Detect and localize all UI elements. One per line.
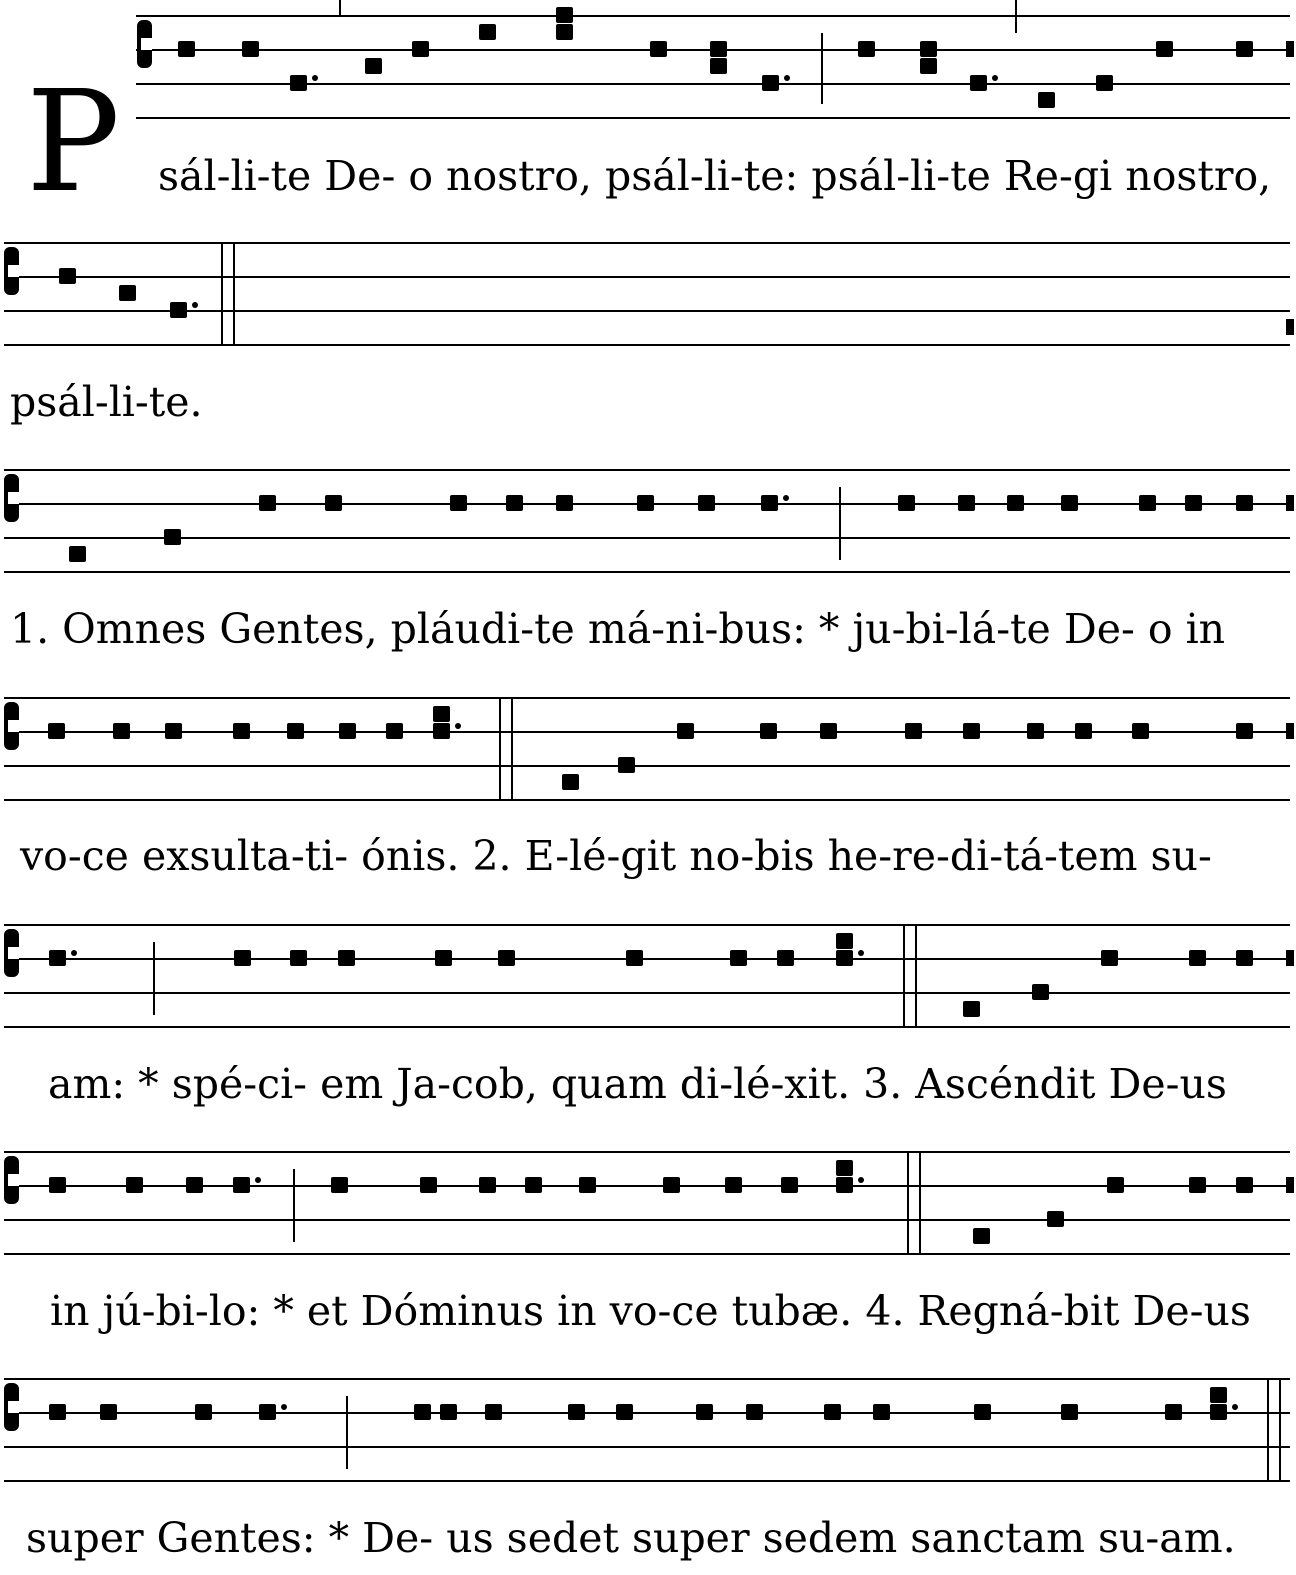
- punctum-note: [1038, 92, 1055, 108]
- punctum-note: [710, 41, 727, 57]
- punctum-note: [725, 1177, 742, 1193]
- punctum-note: [1236, 1177, 1253, 1193]
- punctum-note: [777, 950, 794, 966]
- punctum-note: [1027, 723, 1044, 739]
- punctum-note: [836, 1160, 853, 1176]
- punctum-note: [49, 1177, 66, 1193]
- punctum-note: [730, 950, 747, 966]
- punctum-note: [761, 495, 778, 511]
- punctum-dot: [455, 723, 461, 729]
- c-clef-gap: [8, 720, 19, 732]
- punctum-note: [49, 950, 66, 966]
- c-clef-gap: [8, 492, 19, 504]
- punctum-note: [760, 723, 777, 739]
- punctum-note: [435, 950, 452, 966]
- punctum-dot: [858, 950, 864, 956]
- custos: [1286, 950, 1294, 966]
- punctum-note: [1061, 1404, 1078, 1420]
- punctum-note: [1189, 1177, 1206, 1193]
- punctum-note: [873, 1404, 890, 1420]
- punctum-note: [1132, 723, 1149, 739]
- punctum-note: [113, 723, 130, 739]
- punctum-note: [824, 1404, 841, 1420]
- punctum-note: [386, 723, 403, 739]
- lyrics-line-4: vo-ce exsulta-ti- ónis. 2. E-lé-git no-bis he-re-di-tá-tem su-: [20, 832, 1212, 880]
- punctum-note: [820, 723, 837, 739]
- punctum-note: [339, 723, 356, 739]
- punctum-note: [440, 1404, 457, 1420]
- punctum-note: [498, 950, 515, 966]
- punctum-note: [259, 1404, 276, 1420]
- staff-lines: [4, 1379, 1290, 1481]
- punctum-note: [433, 706, 450, 722]
- punctum-note: [963, 723, 980, 739]
- punctum-note: [1185, 495, 1202, 511]
- punctum-note: [233, 1177, 250, 1193]
- punctum-note: [556, 24, 573, 40]
- punctum-note: [170, 302, 187, 318]
- punctum-note: [186, 1177, 203, 1193]
- punctum-dot: [783, 495, 789, 501]
- staff-system-4: [4, 698, 1290, 880]
- punctum-note: [637, 495, 654, 511]
- punctum-dot: [784, 75, 790, 81]
- punctum-note: [479, 24, 496, 40]
- staff-lines: [4, 243, 1290, 345]
- punctum-note: [710, 58, 727, 74]
- punctum-note: [290, 950, 307, 966]
- punctum-note: [963, 1001, 980, 1017]
- punctum-dot: [192, 302, 198, 308]
- punctum-note: [126, 1177, 143, 1193]
- punctum-note: [1156, 41, 1173, 57]
- punctum-note: [677, 723, 694, 739]
- staff-lines: [4, 1152, 1290, 1254]
- punctum-note: [506, 495, 523, 511]
- staff-system-2: [4, 243, 1290, 426]
- punctum-note: [525, 1177, 542, 1193]
- punctum-note: [1032, 984, 1049, 1000]
- punctum-note: [420, 1177, 437, 1193]
- punctum-note: [1061, 495, 1078, 511]
- c-clef-gap: [141, 38, 152, 50]
- c-clef-gap: [8, 947, 19, 959]
- punctum-note: [1236, 495, 1253, 511]
- initial-letter: P: [26, 61, 121, 224]
- punctum-note: [781, 1177, 798, 1193]
- custos: [1286, 723, 1294, 739]
- punctum-note: [650, 41, 667, 57]
- punctum-note: [1236, 723, 1253, 739]
- punctum-note: [836, 950, 853, 966]
- punctum-note: [562, 774, 579, 790]
- punctum-note: [195, 1404, 212, 1420]
- punctum-note: [433, 723, 450, 739]
- punctum-note: [1047, 1211, 1064, 1227]
- punctum-note: [762, 75, 779, 91]
- custos: [1286, 495, 1294, 511]
- punctum-note: [69, 546, 86, 562]
- punctum-note: [325, 495, 342, 511]
- punctum-note: [365, 58, 382, 74]
- custos: [1286, 41, 1294, 57]
- punctum-note: [485, 1404, 502, 1420]
- c-clef-gap: [8, 1174, 19, 1186]
- punctum-note: [556, 7, 573, 23]
- punctum-note: [259, 495, 276, 511]
- staff-lines: [4, 925, 1290, 1027]
- punctum-note: [414, 1404, 431, 1420]
- punctum-note: [412, 41, 429, 57]
- punctum-note: [626, 950, 643, 966]
- punctum-dot: [858, 1177, 864, 1183]
- punctum-note: [1236, 41, 1253, 57]
- punctum-note: [1165, 1404, 1182, 1420]
- punctum-note: [290, 75, 307, 91]
- lyrics-line-3: 1. Omnes Gentes, pláudi-te má-ni-bus: * ju-bi-lá-te De- o in: [10, 605, 1226, 653]
- punctum-note: [48, 723, 65, 739]
- punctum-note: [618, 757, 635, 773]
- punctum-note: [663, 1177, 680, 1193]
- punctum-note: [234, 950, 251, 966]
- punctum-note: [898, 495, 915, 511]
- punctum-note: [696, 1404, 713, 1420]
- punctum-note: [1236, 950, 1253, 966]
- custos: [1286, 319, 1294, 335]
- punctum-dot: [281, 1404, 287, 1410]
- staff-system-5: [4, 925, 1290, 1108]
- punctum-note: [958, 495, 975, 511]
- punctum-note: [1210, 1404, 1227, 1420]
- punctum-note: [479, 1177, 496, 1193]
- punctum-note: [59, 268, 76, 284]
- punctum-note: [970, 75, 987, 91]
- punctum-dot: [992, 75, 998, 81]
- punctum-note: [836, 933, 853, 949]
- punctum-note: [242, 41, 259, 57]
- punctum-note: [698, 495, 715, 511]
- c-clef-gap: [8, 265, 19, 277]
- lyrics-line-7: super Gentes: * De- us sedet super sedem sanctam su-am.: [26, 1514, 1236, 1562]
- punctum-dot: [71, 950, 77, 956]
- punctum-note: [1101, 950, 1118, 966]
- punctum-note: [1075, 723, 1092, 739]
- staff-lines: [4, 470, 1290, 572]
- punctum-note: [920, 58, 937, 74]
- punctum-note: [1139, 495, 1156, 511]
- punctum-dot: [255, 1177, 261, 1183]
- punctum-note: [616, 1404, 633, 1420]
- punctum-note: [579, 1177, 596, 1193]
- punctum-note: [1107, 1177, 1124, 1193]
- punctum-note: [556, 495, 573, 511]
- punctum-note: [331, 1177, 348, 1193]
- punctum-note: [1210, 1387, 1227, 1403]
- punctum-note: [450, 495, 467, 511]
- lyrics-line-2: psál-li-te.: [10, 378, 203, 426]
- punctum-note: [164, 529, 181, 545]
- staff-lines: [4, 698, 1290, 800]
- punctum-note: [287, 723, 304, 739]
- punctum-note: [119, 285, 136, 301]
- punctum-note: [338, 950, 355, 966]
- punctum-dot: [1232, 1404, 1238, 1410]
- punctum-note: [178, 41, 195, 57]
- punctum-note: [165, 723, 182, 739]
- punctum-note: [905, 723, 922, 739]
- punctum-note: [1007, 495, 1024, 511]
- punctum-note: [920, 41, 937, 57]
- punctum-note: [100, 1404, 117, 1420]
- punctum-note: [49, 1404, 66, 1420]
- punctum-note: [1189, 950, 1206, 966]
- punctum-note: [746, 1404, 763, 1420]
- punctum-dot: [312, 75, 318, 81]
- punctum-note: [974, 1404, 991, 1420]
- lyrics-line-6: in jú-bi-lo: * et Dóminus in vo-ce tubæ. 4. Regná-bit De-us: [50, 1287, 1251, 1335]
- neume-glyphs: [4, 0, 1294, 1481]
- lyrics-line-5: am: * spé-ci- em Ja-cob, quam di-lé-xit. 3. Ascéndit De-us: [48, 1060, 1227, 1108]
- punctum-note: [233, 723, 250, 739]
- punctum-note: [858, 41, 875, 57]
- c-clef-gap: [8, 1401, 19, 1413]
- custos: [1286, 1177, 1294, 1193]
- lyrics-line-1: sál-li-te De- o nostro, psál-li-te: psál-li-te Re-gi nostro,: [158, 152, 1272, 200]
- punctum-note: [568, 1404, 585, 1420]
- punctum-note: [836, 1177, 853, 1193]
- punctum-note: [1096, 75, 1113, 91]
- punctum-note: [973, 1228, 990, 1244]
